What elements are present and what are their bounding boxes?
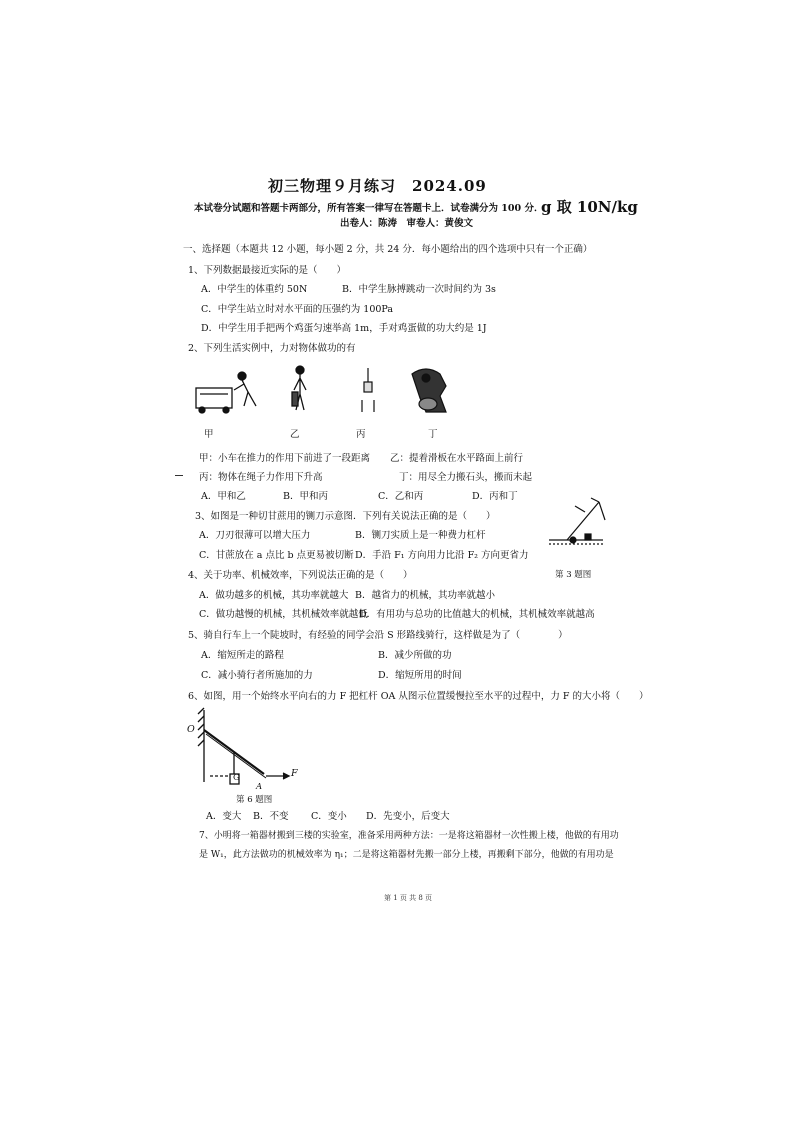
q4-option-c: C．做功越慢的机械，其机械效率就越低 (199, 609, 368, 620)
q3-option-d: D．手沿 F₁ 方向用力比沿 F₂ 方向更省力 (355, 550, 529, 561)
q5-option-c: C．减小骑行者所施加的力 (201, 670, 313, 681)
q5-stem: 5、骑自行车上一个陡坡时，有经验的同学会沿 S 形路线骑行，这样做是为了（ ） (188, 630, 568, 641)
q6-stem: 6、如图，用一个始终水平向右的力 F 把杠杆 OA 从图示位置缓慢拉至水平的过程中，力 F 的大小将（ ） (188, 691, 649, 702)
gravity-constant: g 取 10N/kg (541, 198, 638, 216)
q2-label-bing: 丙 (356, 429, 366, 440)
carry-board-figure (292, 366, 306, 410)
q6-label-g: G (233, 773, 240, 783)
q1-option-b: B．中学生脉搏跳动一次时间约为 3s (342, 284, 496, 295)
q3-cutter-figure (545, 496, 607, 554)
page-title: 初三物理９月练习 2024.09 (268, 177, 487, 195)
q2-label-yi: 乙 (290, 429, 300, 440)
q3-caption: 第 3 题图 (555, 570, 592, 580)
q3-stem: 3、如图是一种切甘蔗用的铡刀示意图．下列有关说法正确的是（ ） (195, 511, 496, 522)
q6-option-d: D．先变小，后变大 (366, 811, 450, 822)
q2-stem: 2、下列生活实例中，力对物体做功的有 (188, 343, 356, 354)
q2-line2-a: 丙：物体在绳子力作用下升高 (199, 472, 323, 483)
q4-option-b: B．越省力的机械，其功率就越小 (355, 590, 495, 601)
q2-label-jia: 甲 (204, 429, 214, 440)
exam-note: 本试卷分试题和答题卡两部分，所有答案一律写在答题卡上．试卷满分为 100 分． (194, 203, 544, 214)
q7-line1: 7、小明将一箱器材搬到三楼的实验室，准备采用两种方法：一是将这箱器材一次性搬上楼，他做的有用功 (199, 831, 619, 841)
q2-figures (190, 364, 460, 424)
q2-line1-b: 乙：提着滑板在水平路面上前行 (390, 453, 524, 464)
lift-stone-figure (412, 369, 446, 412)
q3-option-c: C．甘蔗放在 a 点比 b 点更易被切断 (199, 550, 354, 561)
q4-stem: 4、关于功率、机械效率，下列说法正确的是（ ） (188, 570, 413, 581)
exam-authors: 出卷人：陈涛 审卷人：黄俊文 (340, 218, 474, 229)
q6-label-o: O (187, 724, 195, 735)
q2-option-d: D．丙和丁 (472, 491, 518, 502)
scan-mark (175, 475, 183, 476)
q5-option-a: A．缩短所走的路程 (201, 650, 284, 661)
cart-push-figure (196, 372, 256, 413)
q6-label-f: F (291, 768, 298, 779)
q1-option-d: D．中学生用手把两个鸡蛋匀速举高 1m，手对鸡蛋做的功大约是 1J (201, 323, 487, 334)
q6-option-a: A．变大 (206, 811, 242, 822)
q6-option-c: C．变小 (311, 811, 347, 822)
q4-option-d: D．有用功与总功的比值越大的机械，其机械效率就越高 (359, 609, 595, 620)
rope-lift-figure (362, 368, 374, 412)
q1-stem: 1、下列数据最接近实际的是（ ） (188, 265, 347, 276)
q2-label-ding: 丁 (428, 429, 438, 440)
q2-line1-a: 甲：小车在推力的作用下前进了一段距离 (199, 453, 371, 464)
q1-option-a: A．中学生的体重约 50N (201, 284, 308, 295)
q2-option-c: C．乙和丙 (378, 491, 424, 502)
q2-option-b: B．甲和丙 (283, 491, 328, 502)
q1-option-c: C．中学生站立时对水平面的压强约为 100Pa (201, 304, 394, 315)
q3-option-a: A．刀刃很薄可以增大压力 (199, 530, 311, 541)
q6-option-b: B．不变 (253, 811, 289, 822)
section-heading: 一、选择题（本题共 12 小题，每小题 2 分，共 24 分．每小题给出的四个选项中只有一个正确） (183, 244, 593, 255)
q5-option-b: B．减少所做的功 (378, 650, 452, 661)
q6-caption: 第 6 题图 (236, 795, 273, 805)
q5-option-d: D．缩短所用的时间 (378, 670, 462, 681)
q3-option-b: B．铡刀实质上是一种费力杠杆 (355, 530, 486, 541)
q7-line2: 是 W₁，此方法做功的机械效率为 η₁；二是将这箱器材先搬一部分上楼，再搬剩下部分，他做的有用功是 (199, 850, 614, 860)
q2-line2-b: 丁：用尽全力搬石头，搬而未起 (399, 472, 533, 483)
q4-option-a: A．做功越多的机械，其功率就越大 (199, 590, 349, 601)
q6-lever-figure (188, 704, 308, 794)
q2-option-a: A．甲和乙 (201, 491, 246, 502)
page-number: 第 1 页 共 8 页 (384, 894, 433, 902)
q6-label-a: A (256, 782, 263, 792)
